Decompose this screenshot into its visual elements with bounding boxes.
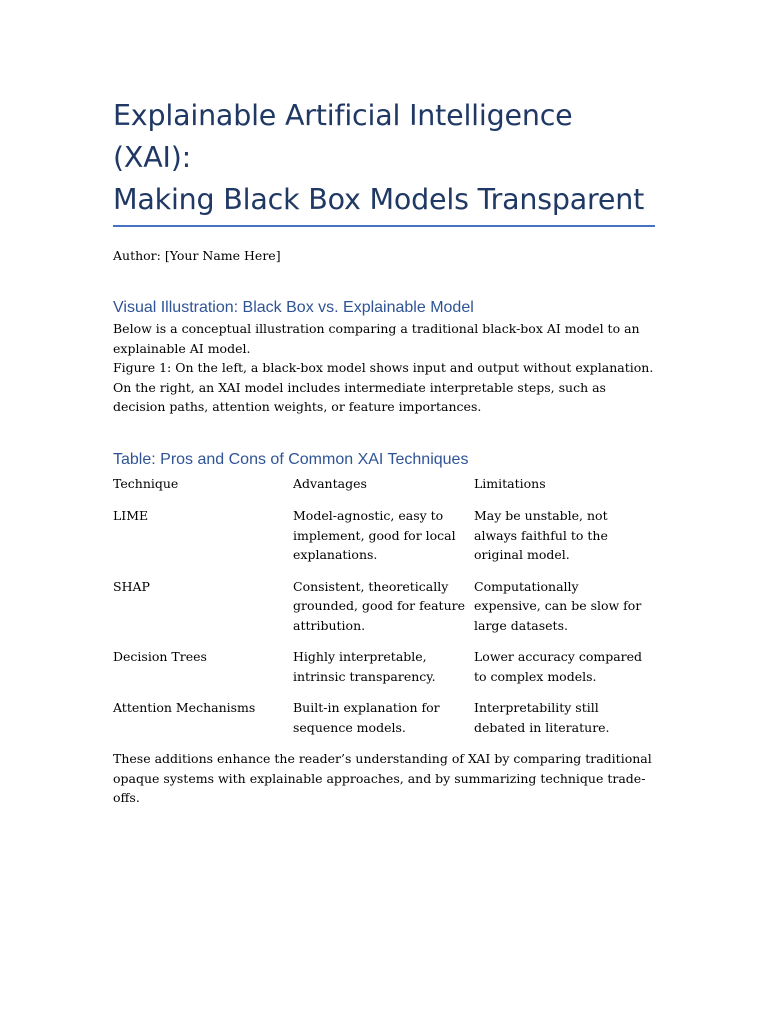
closing-paragraph: These additions enhance the reader’s understanding of XAI by comparing traditional opaque systems with explainable approaches, and by summarizing technique trade-offs. [113, 751, 652, 805]
table-row [113, 647, 655, 698]
table-row [113, 506, 655, 577]
table-header-row [113, 474, 655, 507]
document-title [113, 95, 655, 221]
cell-technique: LIME [113, 508, 149, 523]
cell-limitations: Interpretability still debated in literature. [474, 700, 610, 735]
cell-advantages: Model-agnostic, easy to implement, good for local explanations. [293, 508, 456, 562]
cell-advantages: Built-in explanation for sequence models. [293, 700, 440, 735]
title-underline-rule [113, 225, 655, 227]
author-line: Author: [Your Name Here] [113, 248, 281, 263]
document-title-line-2: Making Black Box Models Transparent [113, 183, 645, 216]
document-title-line-1: Explainable Artificial Intelligence (XAI): [113, 99, 573, 174]
table-section-heading: Table: Pros and Cons of Common XAI Techniques [113, 450, 469, 468]
cell-advantages: Consistent, theoretically grounded, good for feature attribution. [293, 578, 466, 633]
xai-techniques-table [113, 474, 655, 750]
cell-advantages: Highly interpretable, intrinsic transparency. [293, 649, 436, 684]
cell-technique: Attention Mechanisms [113, 700, 256, 715]
document-page [113, 0, 655, 808]
header-limitations: Limitations [474, 475, 546, 491]
header-advantages: Advantages [293, 475, 367, 491]
cell-limitations: May be unstable, not always faithful to the original model. [474, 508, 608, 562]
header-technique: Technique [113, 475, 179, 491]
table-row [113, 577, 655, 648]
figure-caption: Figure 1: On the left, a black-box model shows input and output without explanation. On the right, an XAI model includes intermediate interpretable steps, such as decision paths, attention weights, or feature importances. [113, 360, 654, 414]
table-row [113, 698, 655, 749]
visual-section-intro: Below is a conceptual illustration comparing a traditional black-box AI model to an explainable AI model. [113, 321, 640, 356]
cell-technique: SHAP [113, 578, 150, 594]
cell-limitations: Computationally expensive, can be slow for large datasets. [474, 578, 642, 633]
visual-section-heading: Visual Illustration: Black Box vs. Explainable Model [113, 299, 474, 316]
cell-technique: Decision Trees [113, 649, 207, 664]
cell-limitations: Lower accuracy compared to complex models. [474, 649, 643, 684]
